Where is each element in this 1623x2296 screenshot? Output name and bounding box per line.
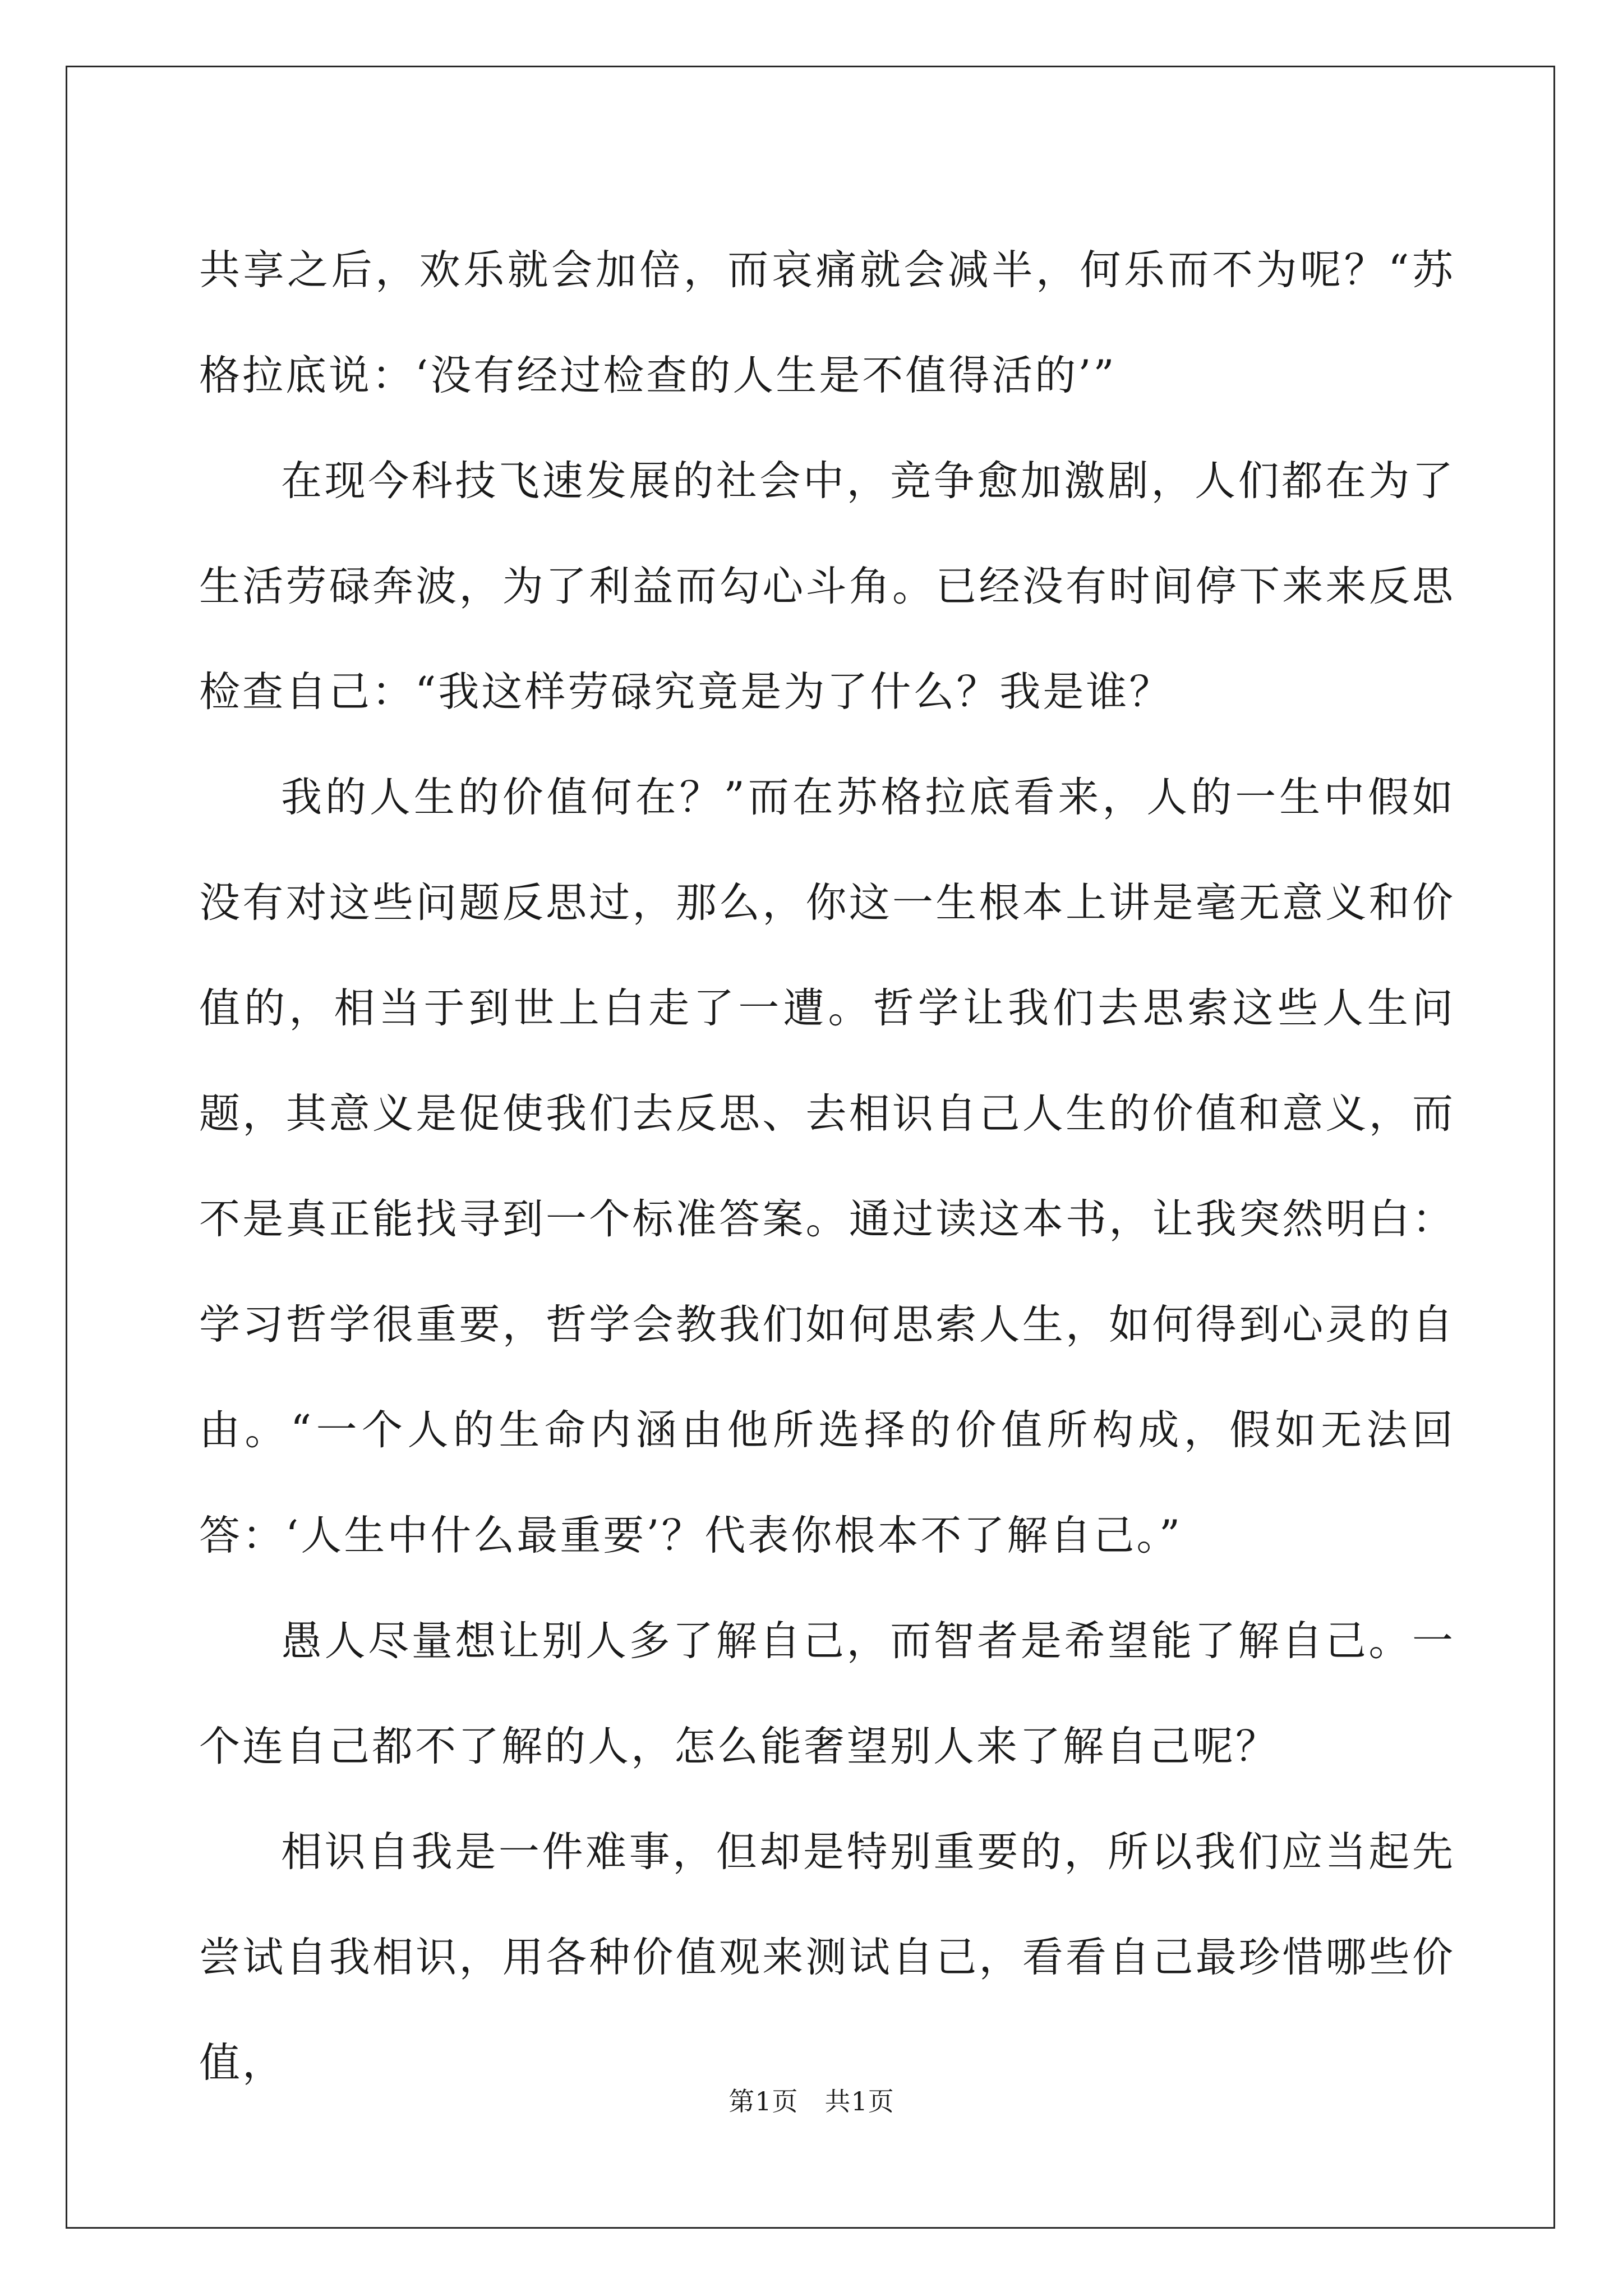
paragraph-5: 相识自我是一件难事，但却是特别重要的，所以我们应当起先尝试自我相识，用各种价值观来测试自己，看看自己最珍惜哪些价值， bbox=[199, 1828, 1455, 2087]
page-number-footer: 第1页 共1页 bbox=[728, 2086, 895, 2116]
paragraph-3: 我的人生的价值何在？”而在苏格拉底看来，人的一生中假如没有对这些问题反思过，那么，你这一生根本上讲是毫无意义和价值的，相当于到世上白走了一遭。哲学让我们去思索这些人生问题，其意义是促使我们去反思、去相识自己人生的价值和意义，而不是真正能找寻到一个标准答案。通过读这本书，让我突然明白：学习哲学很重要，哲学会教我们如何思索人生，如何得到心灵的自由。“一个人的生命内涵由他所选择的价值所构成，假如无法回答：‘人生中什么最重要’？代表你根本不了解自己。” bbox=[199, 774, 1455, 1559]
document-body bbox=[199, 218, 1455, 2116]
paragraph-1: 共享之后，欢乐就会加倍，而哀痛就会减半，何乐而不为呢？“苏格拉底说：‘没有经过检查的人生是不值得活的’” bbox=[199, 246, 1455, 399]
paragraph-4: 愚人尽量想让别人多了解自己，而智者是希望能了解自己。一个连自己都不了解的人，怎么能奢望别人来了解自己呢？ bbox=[199, 1617, 1455, 1770]
paragraph-2: 在现今科技飞速发展的社会中，竞争愈加激剧，人们都在为了生活劳碌奔波，为了利益而勾心斗角。已经没有时间停下来来反思检查自己：“我这样劳碌究竟是为了什么？我是谁？ bbox=[199, 457, 1455, 716]
